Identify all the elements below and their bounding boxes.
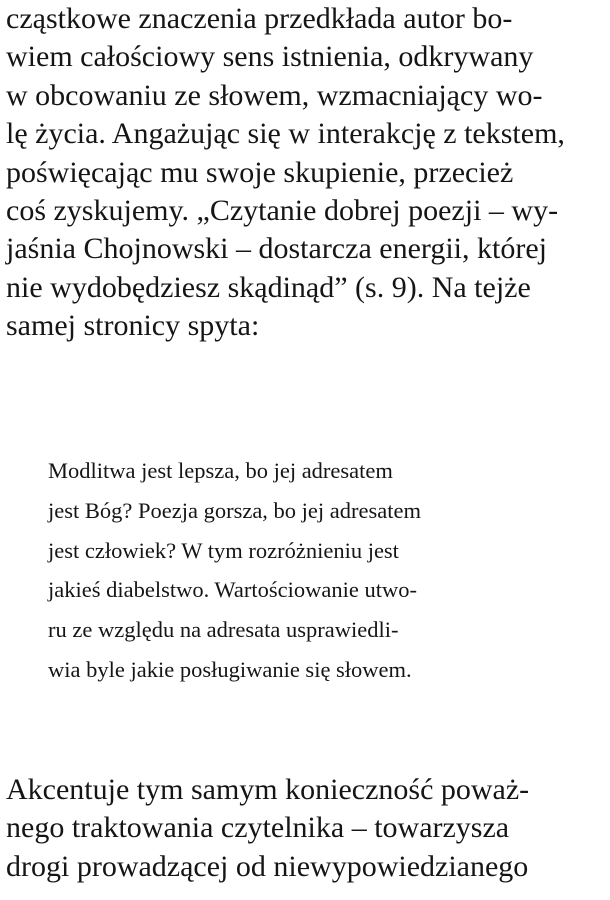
quote-line: Modlitwa jest lepsza, bo jej adresatem bbox=[48, 458, 393, 483]
quote-line: jest Bóg? Poezja gorsza, bo jej adresatem bbox=[48, 497, 421, 523]
text-line: poświęcając mu swoje skupienie, przecież bbox=[6, 155, 514, 189]
body-paragraph-bottom bbox=[6, 771, 529, 886]
quote-line: jakieś diabelstwo. Wartościowanie utwo- bbox=[48, 577, 417, 603]
text-line: nie wydobędziesz skądinąd” (s. 9). Na tejże bbox=[6, 270, 531, 304]
quote-line: wia byle jakie posługiwanie się słowem. bbox=[48, 656, 412, 682]
text-line: samej stronicy spyta: bbox=[6, 309, 260, 343]
text-line: nego traktowania czytelnika – towarzysza bbox=[6, 811, 510, 845]
text-line: cząstkowe znaczenia przedkłada autor bo- bbox=[6, 2, 513, 35]
text-line: wiem całościowy sens istnienia, odkrywany bbox=[6, 40, 534, 74]
text-line: lę życia. Angażując się w interakcję z tekstem, bbox=[6, 117, 565, 151]
block-quote bbox=[48, 451, 421, 690]
text-line: drogi prowadzącej od niewypowiedzianego bbox=[6, 849, 529, 883]
text-line: jaśnia Chojnowski – dostarcza energii, której bbox=[6, 232, 547, 266]
text-line: Akcentuje tym samym konieczność poważ- bbox=[6, 773, 530, 806]
body-paragraph-top bbox=[6, 0, 565, 346]
text-line: w obcowaniu ze słowem, wzmacniający wo- bbox=[6, 78, 543, 112]
quote-line: jest człowiek? W tym rozróżnieniu jest bbox=[48, 537, 399, 563]
quote-line: ru ze względu na adresata usprawiedli- bbox=[48, 617, 399, 643]
text-line: coś zyskujemy. „Czytanie dobrej poezji – wy- bbox=[6, 193, 559, 227]
